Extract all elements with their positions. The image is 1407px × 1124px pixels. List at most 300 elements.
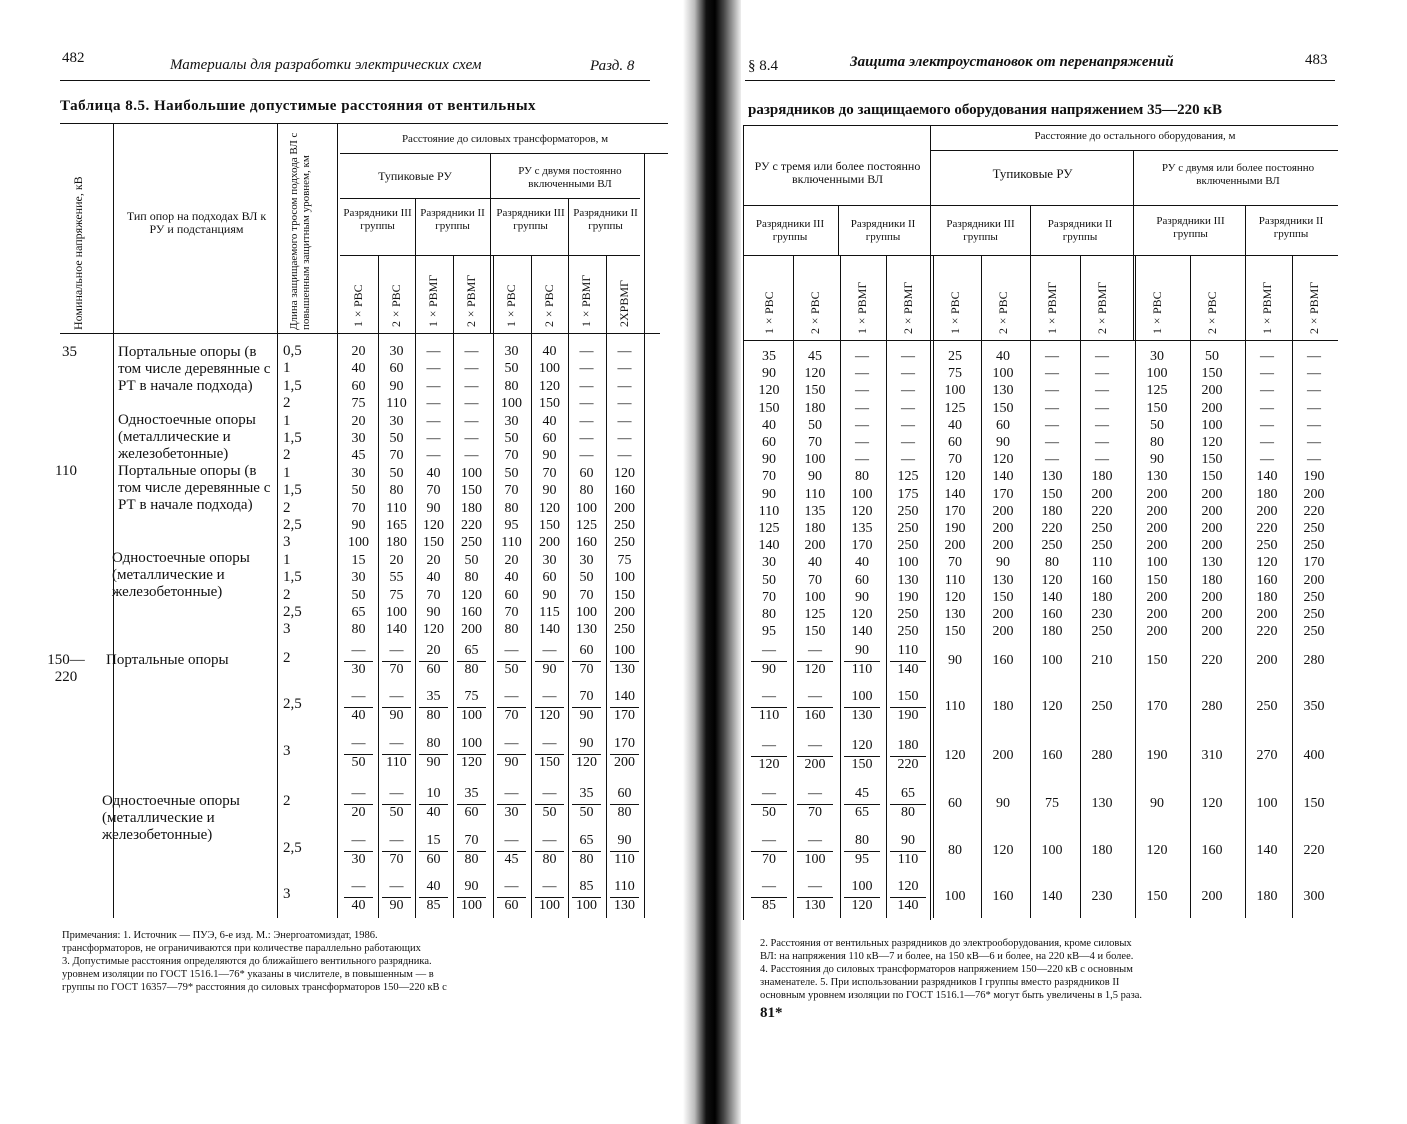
- left-data-cell: 125: [576, 518, 597, 533]
- left-data-cell: —: [617, 344, 632, 359]
- left-data-cell: —: [426, 431, 441, 446]
- left-fraction-numerator: —: [351, 879, 366, 894]
- left-fraction-denominator: 80: [426, 708, 441, 723]
- left-fraction-denominator: 50: [389, 805, 404, 820]
- right-data-cell: 180: [1091, 589, 1113, 605]
- length-cell: 2: [283, 793, 291, 809]
- right-data-cell: —: [1095, 435, 1109, 450]
- right-data-cell: —: [1045, 452, 1059, 468]
- right-data-cell: —: [855, 452, 869, 468]
- right-fraction-numerator: —: [762, 643, 776, 658]
- length-cell: 2,5: [283, 840, 302, 856]
- left-fraction-denominator: 40: [351, 898, 366, 913]
- right-data-cell: 120: [758, 383, 780, 399]
- right-fraction-numerator: —: [762, 786, 776, 801]
- left-data-cell: 90: [389, 378, 404, 394]
- right-data-cell: 150: [1146, 400, 1168, 416]
- right-data-cell: 200: [1201, 521, 1223, 536]
- left-fraction-denominator: 40: [351, 708, 366, 723]
- left-fraction-numerator: 75: [464, 689, 479, 704]
- left-fraction-numerator: 170: [614, 736, 635, 751]
- left-fraction-numerator: 70: [464, 833, 479, 848]
- right-data-cell: 160: [1041, 748, 1063, 763]
- right-data-cell: 150: [1201, 452, 1223, 468]
- right-data-cell: 75: [1045, 796, 1059, 811]
- left-fraction-numerator: 10: [426, 786, 441, 801]
- left-data-cell: 20: [426, 552, 441, 568]
- right-fraction-numerator: 150: [897, 689, 919, 704]
- type-portal-150: Портальные опоры: [106, 652, 229, 668]
- right-data-cell: 120: [992, 452, 1014, 468]
- right-data-cell: 200: [1256, 607, 1278, 622]
- right-note-3: 4. Расстояния до силовых трансформаторов напряжением 150—220 кВ с основным: [760, 964, 1133, 975]
- col-head-11: 2×РВМГ: [1307, 281, 1321, 334]
- right-data-cell: —: [901, 435, 915, 450]
- right-data-cell: 150: [1146, 889, 1168, 904]
- left-col-sep: [415, 198, 416, 255]
- right-data-cell: 170: [1146, 699, 1168, 714]
- left-data-cell: —: [464, 361, 479, 377]
- type-single-35: Одностоечные опоры (металлические и железобетонные): [118, 412, 256, 462]
- left-data-cell: 70: [426, 587, 441, 603]
- left-data-cell: 60: [542, 431, 557, 446]
- right-data-cell: 25: [948, 349, 962, 364]
- left-data-cell: 200: [461, 622, 482, 638]
- right-data-cell: 120: [1201, 435, 1223, 450]
- arr-ii-header: Разрядники II группы: [420, 207, 485, 232]
- right-fraction-numerator: 80: [855, 833, 869, 848]
- right-data-cell: 70: [948, 452, 962, 468]
- left-fraction-denominator: 45: [504, 852, 519, 867]
- length-cell: 2: [283, 499, 291, 516]
- right-fraction-numerator: 110: [897, 643, 919, 658]
- right-data-cell: 70: [948, 555, 962, 571]
- left-data-cell: —: [579, 431, 594, 446]
- left-data-cell: 50: [389, 431, 404, 446]
- left-data-cell: 50: [389, 465, 404, 481]
- left-data-cell: —: [464, 344, 479, 359]
- right-data-cell: 250: [1303, 624, 1325, 640]
- right-data-cell: 80: [1150, 435, 1164, 450]
- left-data-cell: 55: [389, 570, 404, 586]
- left-data-cell: 130: [576, 622, 597, 638]
- right-head-rule: [743, 205, 1338, 206]
- left-fraction-numerator: 65: [464, 643, 479, 658]
- left-fraction-denominator: 130: [614, 898, 635, 913]
- right-data-cell: —: [1045, 349, 1059, 364]
- right-data-cell: —: [1307, 400, 1321, 416]
- left-data-cell: —: [579, 361, 594, 377]
- right-data-cell: 120: [851, 503, 873, 519]
- right-data-cell: 50: [808, 417, 822, 433]
- right-data-cell: —: [1260, 417, 1274, 433]
- left-data-cell: —: [579, 378, 594, 394]
- right-fraction-numerator: 180: [897, 738, 919, 753]
- right-data-cell: —: [1307, 349, 1321, 364]
- right-data-cell: 280: [1091, 748, 1113, 763]
- left-data-cell: 90: [426, 500, 441, 516]
- right-data-cell: 150: [1146, 572, 1168, 588]
- right-data-cell: 220: [1041, 521, 1063, 536]
- right-data-cell: 190: [944, 521, 966, 536]
- left-fraction-denominator: 80: [542, 852, 557, 867]
- left-fraction-numerator: 80: [426, 736, 441, 751]
- left-header-rule: [60, 80, 650, 81]
- length-cell: 1,5: [283, 569, 302, 586]
- left-data-cell: —: [617, 431, 632, 446]
- right-data-cell: 150: [1201, 469, 1223, 485]
- sub-two-lines-header: РУ с двумя или более постоянно включенными ВЛ: [1161, 162, 1315, 187]
- left-fraction-numerator: 35: [579, 786, 594, 801]
- left-data-cell: 60: [389, 361, 404, 377]
- right-data-cell: 200: [1256, 653, 1278, 668]
- right-data-cell: 95: [762, 624, 776, 640]
- col-head-0: 1×РВС: [351, 284, 365, 327]
- left-fraction-numerator: 110: [614, 879, 635, 894]
- left-table-head-rule: [60, 333, 660, 334]
- right-data-cell: 120: [1256, 555, 1278, 571]
- right-data-cell: 40: [808, 555, 822, 571]
- right-data-cell: 160: [992, 653, 1014, 668]
- right-data-cell: 130: [992, 572, 1014, 588]
- right-data-cell: 120: [1041, 699, 1063, 714]
- right-header-rule: [745, 80, 1335, 81]
- left-data-cell: 70: [504, 605, 519, 620]
- left-data-cell: —: [464, 431, 479, 446]
- col-head-8: 1×РВС: [1150, 291, 1164, 334]
- left-fraction-numerator: —: [504, 643, 519, 658]
- left-data-cell: 40: [426, 570, 441, 586]
- left-fraction-denominator: 90: [579, 708, 594, 723]
- right-data-cell: 170: [851, 538, 873, 554]
- right-data-cell: 120: [944, 589, 966, 605]
- left-fraction-denominator: 80: [617, 805, 632, 820]
- right-data-cell: 60: [996, 417, 1010, 433]
- col-head-9: 2×РВС: [1205, 291, 1219, 334]
- right-data-cell: 135: [804, 503, 826, 519]
- right-data-cell: 140: [851, 624, 873, 640]
- right-data-cell: 100: [944, 889, 966, 904]
- right-data-cell: 120: [944, 469, 966, 485]
- right-note-1: 2. Расстояния от вентильных разрядников до электрооборудования, кроме силовых: [760, 938, 1132, 949]
- right-data-cell: —: [901, 366, 915, 382]
- sub-dead-end-header: Тупиковые РУ: [378, 169, 452, 183]
- length-cell: 3: [283, 886, 291, 902]
- left-fraction-numerator: —: [351, 833, 366, 848]
- right-data-cell: 135: [851, 521, 873, 536]
- right-fraction-numerator: —: [762, 879, 776, 894]
- col-head-3: 2×РВМГ: [901, 281, 915, 334]
- left-data-cell: —: [464, 448, 479, 464]
- length-cell: 3: [283, 534, 291, 551]
- left-fraction-denominator: 60: [426, 662, 441, 677]
- left-data-cell: 200: [614, 500, 635, 516]
- left-data-cell: 30: [351, 431, 366, 446]
- left-note-3: 3. Допустимые расстояния определяются до ближайшего вентильного разрядника.: [62, 956, 432, 967]
- left-fraction-numerator: 60: [579, 643, 594, 658]
- right-data-cell: 80: [762, 607, 776, 622]
- left-data-cell: 90: [542, 448, 557, 464]
- right-data-cell: 45: [808, 349, 822, 364]
- left-fraction-numerator: —: [389, 689, 404, 704]
- col-head-3: 2×РВМГ: [464, 274, 478, 327]
- left-page-number: 482: [62, 50, 85, 66]
- left-running-title: Материалы для разработки электрических схем: [170, 57, 482, 73]
- left-data-cell: —: [464, 413, 479, 429]
- left-fraction-numerator: 60: [617, 786, 632, 801]
- left-data-cell: 90: [351, 518, 366, 533]
- right-data-cell: 230: [1091, 889, 1113, 904]
- left-fraction-denominator: 100: [576, 898, 597, 913]
- right-data-cell: 175: [897, 486, 919, 502]
- right-data-cell: 140: [992, 469, 1014, 485]
- right-running-title: Защита электроустановок от перенапряжений: [850, 54, 1174, 70]
- right-data-cell: —: [901, 400, 915, 416]
- left-fraction-denominator: 120: [576, 755, 597, 770]
- right-data-cell: 130: [1091, 796, 1113, 811]
- col-type-header: Тип опор на подходах ВЛ к РУ и подстанциям: [126, 209, 267, 236]
- right-data-cell: 125: [897, 469, 919, 485]
- right-fraction-numerator: —: [762, 738, 776, 753]
- left-fraction-numerator: —: [542, 689, 557, 704]
- left-fraction-numerator: —: [542, 736, 557, 751]
- right-data-cell: 40: [762, 417, 776, 433]
- right-data-cell: 250: [897, 503, 919, 519]
- right-data-cell: —: [1260, 349, 1274, 364]
- right-data-cell: 110: [944, 699, 966, 714]
- left-data-cell: —: [579, 448, 594, 464]
- right-data-cell: 200: [1201, 486, 1223, 502]
- right-data-cell: 120: [1146, 843, 1168, 858]
- right-data-cell: —: [1307, 435, 1321, 450]
- right-data-cell: 60: [855, 572, 869, 588]
- sub-dead-end-header: Тупиковые РУ: [992, 166, 1073, 181]
- right-data-cell: 250: [1303, 538, 1325, 554]
- left-data-cell: 30: [579, 552, 594, 568]
- right-data-cell: —: [1307, 452, 1321, 468]
- type-portal-110: Портальные опоры (в том числе деревянные с РТ в начале подхода): [118, 463, 271, 513]
- left-data-cell: 30: [504, 413, 519, 429]
- right-fraction-denominator: 70: [808, 805, 822, 820]
- right-fraction-denominator: 80: [901, 805, 915, 820]
- right-data-cell: 100: [1201, 417, 1223, 433]
- right-fraction-numerator: —: [762, 689, 776, 704]
- left-data-cell: 250: [614, 518, 635, 533]
- right-data-cell: —: [1045, 400, 1059, 416]
- left-data-cell: 120: [461, 587, 482, 603]
- right-data-cell: 350: [1303, 699, 1325, 714]
- left-data-cell: 50: [351, 587, 366, 603]
- left-fraction-numerator: 100: [461, 736, 482, 751]
- right-data-cell: 180: [1201, 572, 1223, 588]
- right-col-sep: [743, 125, 744, 920]
- left-head-rule: [340, 255, 640, 256]
- right-data-cell: 200: [1201, 624, 1223, 640]
- right-data-cell: 180: [1091, 469, 1113, 485]
- left-fraction-numerator: —: [389, 736, 404, 751]
- right-fraction-denominator: 90: [762, 662, 776, 677]
- right-data-cell: 180: [1256, 486, 1278, 502]
- right-data-cell: 150: [1146, 653, 1168, 668]
- right-data-cell: 180: [804, 521, 826, 536]
- left-data-cell: 150: [539, 396, 560, 412]
- left-fraction-numerator: 140: [614, 689, 635, 704]
- left-data-cell: 200: [614, 605, 635, 620]
- length-cell: 1: [283, 360, 291, 377]
- left-fraction-denominator: 120: [461, 755, 482, 770]
- left-fraction-numerator: 40: [426, 879, 441, 894]
- right-data-cell: 180: [1091, 843, 1113, 858]
- right-data-cell: 100: [804, 452, 826, 468]
- right-fraction-denominator: 95: [855, 852, 869, 867]
- left-note-2: трансформаторов, не ограничиваются при количестве параллельно работающих: [62, 943, 421, 954]
- right-data-cell: 60: [948, 796, 962, 811]
- left-data-cell: 20: [351, 344, 366, 359]
- left-fraction-denominator: 50: [504, 662, 519, 677]
- left-data-cell: 20: [389, 552, 404, 568]
- left-fraction-denominator: 60: [464, 805, 479, 820]
- right-data-cell: 140: [1256, 469, 1278, 485]
- left-note-1: Примечания: 1. Источник — ПУЭ, 6-е изд. М.: Энергоатомиздат, 1986.: [62, 930, 378, 941]
- col-length-header: Длина защищаемого тросом подхода ВЛ с повышенным защитным уровнем, км: [288, 132, 312, 330]
- right-data-cell: 200: [992, 624, 1014, 640]
- right-fraction-denominator: 110: [758, 708, 780, 723]
- right-data-cell: 130: [1146, 469, 1168, 485]
- right-data-cell: 250: [1256, 538, 1278, 554]
- left-data-cell: 75: [617, 552, 632, 568]
- right-data-cell: 90: [762, 366, 776, 382]
- arr-ii-header: Разрядники II группы: [1047, 218, 1113, 243]
- right-data-cell: —: [901, 349, 915, 364]
- right-fraction-numerator: 45: [855, 786, 869, 801]
- right-data-cell: 100: [1256, 796, 1278, 811]
- right-data-cell: 140: [758, 538, 780, 554]
- right-data-cell: 200: [1146, 486, 1168, 502]
- right-data-cell: 220: [1303, 843, 1325, 858]
- left-data-cell: 50: [579, 570, 594, 586]
- right-data-cell: 230: [1091, 607, 1113, 622]
- col-head-2: 1×РВМГ: [426, 274, 440, 327]
- right-data-cell: 140: [1041, 589, 1063, 605]
- left-fraction-denominator: 40: [426, 805, 441, 820]
- right-data-cell: 200: [1303, 486, 1325, 502]
- right-fraction-denominator: 130: [804, 898, 826, 913]
- col-head-4: 1×РВС: [948, 291, 962, 334]
- left-head-rule: [340, 153, 668, 154]
- right-data-cell: 70: [762, 469, 776, 485]
- right-data-cell: 200: [1201, 607, 1223, 622]
- right-data-cell: 200: [1201, 889, 1223, 904]
- right-col-sep: [1245, 205, 1246, 255]
- left-fraction-numerator: —: [504, 879, 519, 894]
- left-col-sep: [568, 198, 569, 255]
- left-fraction-numerator: —: [351, 736, 366, 751]
- right-data-cell: —: [901, 452, 915, 468]
- left-fraction-denominator: 170: [614, 708, 635, 723]
- right-fraction-denominator: 85: [762, 898, 776, 913]
- right-fraction-numerator: 90: [855, 643, 869, 658]
- left-data-cell: 220: [461, 518, 482, 533]
- left-data-cell: 80: [351, 622, 366, 638]
- left-data-cell: 120: [423, 622, 444, 638]
- left-fraction-denominator: 110: [386, 755, 407, 770]
- right-data-cell: 110: [1091, 555, 1113, 571]
- right-fraction-denominator: 70: [762, 852, 776, 867]
- left-table-top-rule: [60, 123, 668, 124]
- left-fraction-numerator: 65: [579, 833, 594, 848]
- right-data-cell: —: [1095, 417, 1109, 433]
- right-data-cell: 125: [804, 607, 826, 622]
- right-data-cell: —: [1307, 383, 1321, 399]
- right-data-cell: 180: [1256, 889, 1278, 904]
- left-data-cell: 30: [389, 413, 404, 429]
- right-fraction-numerator: 90: [901, 833, 915, 848]
- right-data-cell: 80: [948, 843, 962, 858]
- right-data-cell: 280: [1201, 699, 1223, 714]
- length-cell: 2,5: [283, 604, 302, 620]
- right-data-cell: 100: [851, 486, 873, 502]
- left-fraction-numerator: 70: [579, 689, 594, 704]
- col-head-1: 2×РВС: [389, 284, 403, 327]
- left-data-cell: 200: [539, 535, 560, 551]
- left-data-cell: 90: [542, 587, 557, 603]
- right-data-cell: 70: [808, 572, 822, 588]
- left-fraction-denominator: 70: [389, 852, 404, 867]
- right-data-cell: 120: [1201, 796, 1223, 811]
- left-data-cell: —: [617, 378, 632, 394]
- length-cell: 2,5: [283, 517, 302, 533]
- right-data-cell: —: [1095, 349, 1109, 364]
- left-data-cell: 150: [539, 518, 560, 533]
- right-data-cell: —: [1045, 435, 1059, 450]
- right-data-cell: 90: [762, 452, 776, 468]
- right-col-sep: [838, 205, 839, 255]
- right-data-cell: 60: [762, 435, 776, 450]
- left-data-cell: 110: [386, 396, 407, 412]
- left-data-cell: —: [617, 396, 632, 412]
- right-data-cell: 90: [855, 589, 869, 605]
- right-data-cell: 250: [1041, 538, 1063, 554]
- left-data-cell: 45: [351, 448, 366, 464]
- left-data-cell: 80: [504, 378, 519, 394]
- right-data-cell: 130: [1041, 469, 1063, 485]
- left-fraction-numerator: 85: [579, 879, 594, 894]
- right-data-cell: 200: [992, 538, 1014, 554]
- right-data-cell: 180: [1256, 589, 1278, 605]
- left-data-cell: 120: [614, 465, 635, 481]
- book-gutter-shadow: [683, 0, 741, 1124]
- right-data-cell: 150: [1303, 796, 1325, 811]
- right-fraction-denominator: 65: [855, 805, 869, 820]
- left-fraction-numerator: 100: [614, 643, 635, 658]
- right-fraction-denominator: 140: [897, 662, 919, 677]
- type-single-150: Одностоечные опоры (металлические и железобетонные): [102, 793, 240, 843]
- left-data-cell: —: [617, 413, 632, 429]
- left-data-cell: 60: [542, 570, 557, 586]
- left-fraction-numerator: —: [351, 643, 366, 658]
- left-data-cell: 30: [504, 344, 519, 359]
- left-data-cell: 40: [542, 344, 557, 359]
- left-data-cell: 70: [504, 483, 519, 499]
- right-data-cell: 130: [897, 572, 919, 588]
- type-portal-35: Портальные опоры (в том числе деревянные с РТ в начале подхода): [118, 344, 271, 394]
- left-data-cell: 110: [386, 500, 407, 516]
- left-fraction-denominator: 50: [351, 755, 366, 770]
- right-data-cell: 220: [1256, 521, 1278, 536]
- right-table-caption: разрядников до защищаемого оборудования напряжением 35—220 кВ: [748, 102, 1222, 118]
- left-fraction-denominator: 70: [504, 708, 519, 723]
- left-data-cell: —: [617, 448, 632, 464]
